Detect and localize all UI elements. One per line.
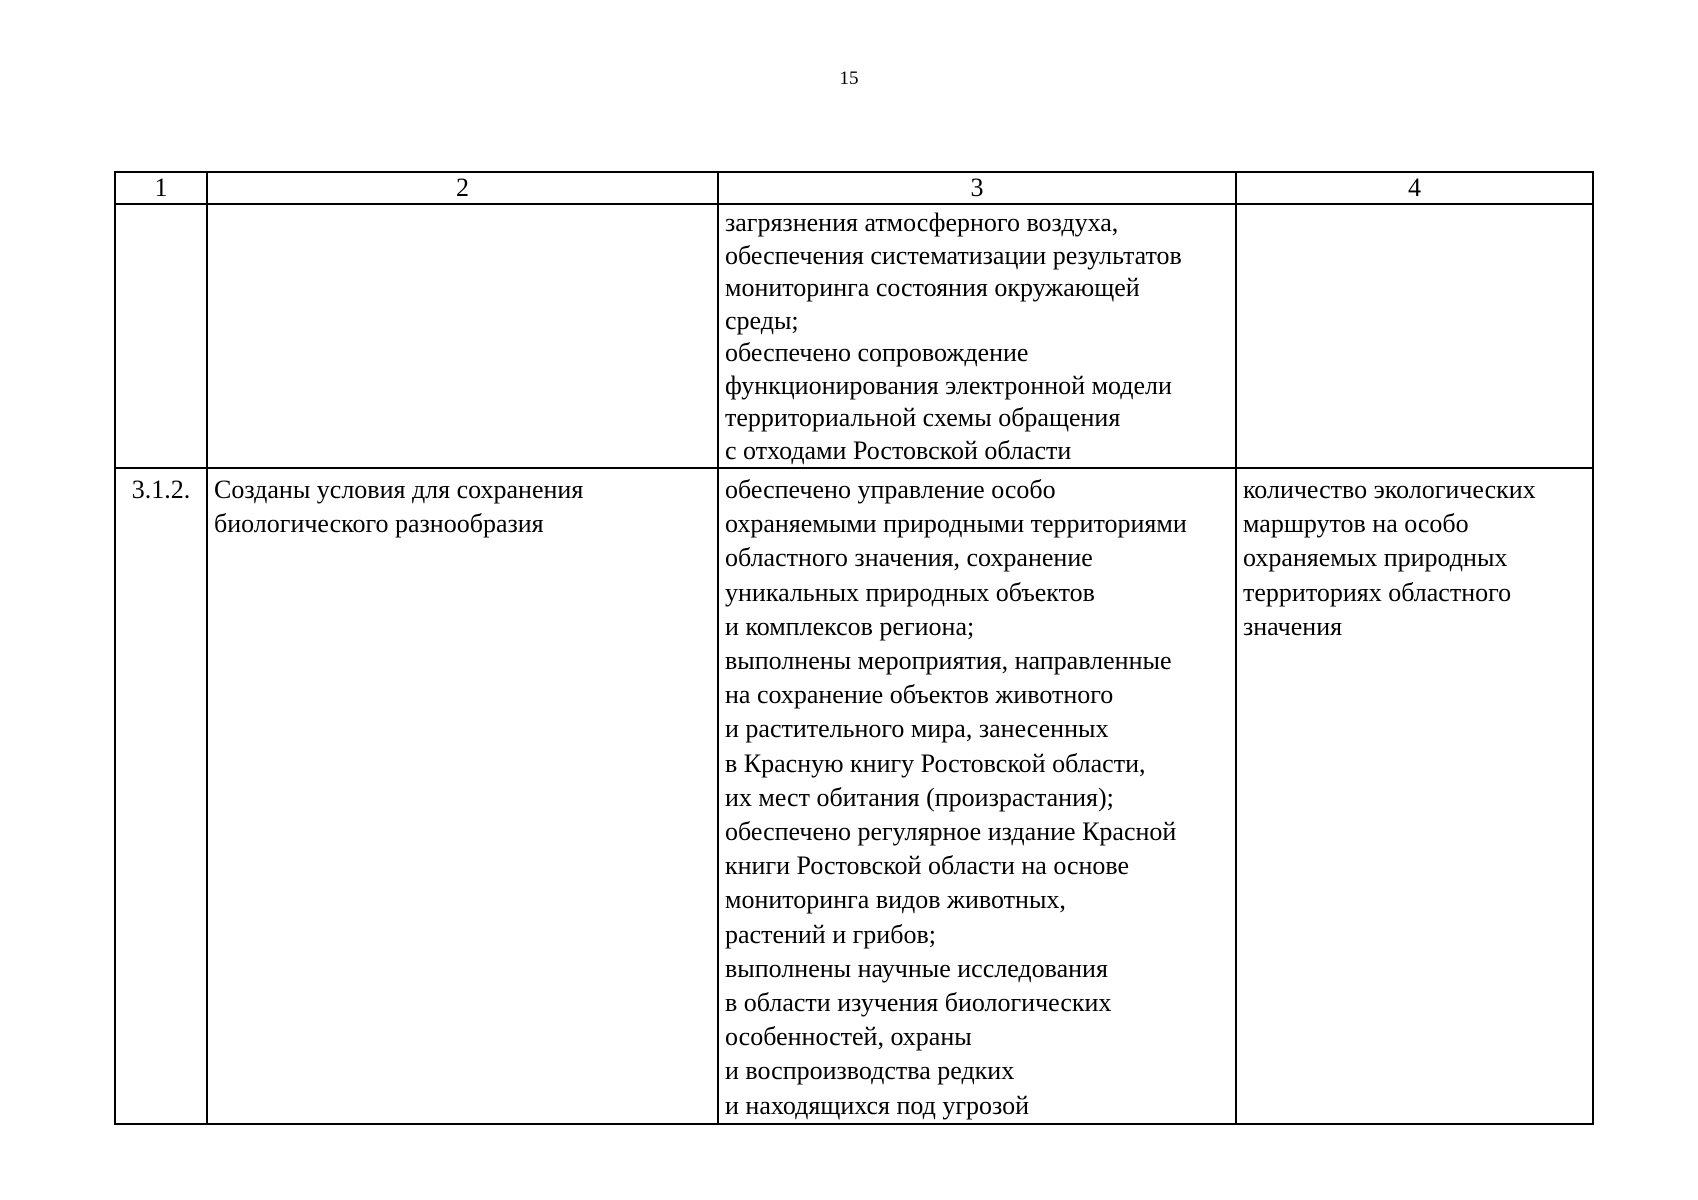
table-row — [115, 204, 1593, 468]
row-description-cell — [718, 468, 1236, 1124]
row-indicator-cell — [1236, 204, 1593, 468]
description-line: растений и грибов; — [725, 919, 936, 949]
description-line: среды; — [725, 305, 799, 335]
table-row — [115, 468, 1593, 1124]
description-line: обеспечения систематизации результатов — [725, 240, 1182, 270]
row-number-cell — [115, 204, 207, 468]
description-line: в области изучения биологических — [725, 988, 1112, 1018]
title-line: Созданы условия для сохранения — [214, 475, 584, 504]
title-line: биологического разнообразия — [214, 509, 544, 539]
indicator-line: маршрутов на особо — [1243, 509, 1469, 539]
row-number-cell: 3.1.2. — [115, 468, 207, 1124]
description-line: и комплексов региона; — [725, 611, 975, 641]
description-line: загрязнения атмосферного воздуха, — [725, 208, 1119, 237]
description-line: особенностей, охраны — [725, 1022, 972, 1052]
row-title-cell — [207, 204, 718, 468]
indicator-line: значения — [1243, 611, 1343, 641]
row-indicator-cell — [1236, 468, 1593, 1124]
description-line: обеспечено сопровождение — [725, 338, 1029, 367]
description-line: с отходами Ростовской области — [725, 435, 1072, 465]
table-header-row — [115, 172, 1593, 204]
description-line: обеспечено регулярное издание Красной — [725, 817, 1177, 847]
description-line: уникальных природных объектов — [725, 577, 1095, 607]
row-title-cell — [207, 468, 718, 1124]
indicator-line: территориях областного — [1243, 577, 1512, 607]
page-number: 15 — [839, 68, 859, 89]
description-line: выполнены научные исследования — [725, 953, 1108, 983]
header-cell-1: 1 — [115, 172, 207, 204]
header-cell-2: 2 — [207, 172, 718, 204]
description-line: охраняемыми природными территориями — [725, 509, 1187, 539]
indicator-line: количество экологических — [1243, 475, 1536, 504]
header-cell-4: 4 — [1236, 172, 1593, 204]
description-line: территориальной схемы обращения — [725, 403, 1121, 432]
description-line: и воспроизводства редких — [725, 1056, 1015, 1086]
row-description-cell — [718, 204, 1236, 468]
description-line: книги Ростовской области на основе — [725, 851, 1130, 881]
description-line: областного значения, сохранение — [725, 543, 1093, 573]
indicator-line: охраняемых природных — [1243, 543, 1508, 573]
description-line: и находящихся под угрозой — [725, 1090, 1030, 1120]
description-line: их мест обитания (произрастания); — [725, 782, 1114, 812]
description-line: выполнены мероприятия, направленные — [725, 646, 1172, 676]
description-line: на сохранение объектов животного — [725, 680, 1114, 710]
description-line: обеспечено управление особо — [725, 475, 1056, 504]
header-cell-3: 3 — [718, 172, 1236, 204]
description-line: функционирования электронной модели — [725, 370, 1172, 400]
description-line: мониторинга состояния окружающей — [725, 273, 1140, 302]
description-line: и растительного мира, занесенных — [725, 714, 1109, 744]
description-line: мониторинга видов животных, — [725, 885, 1066, 915]
description-line: в Красную книгу Ростовской области, — [725, 748, 1146, 778]
document-table — [114, 171, 1594, 1125]
